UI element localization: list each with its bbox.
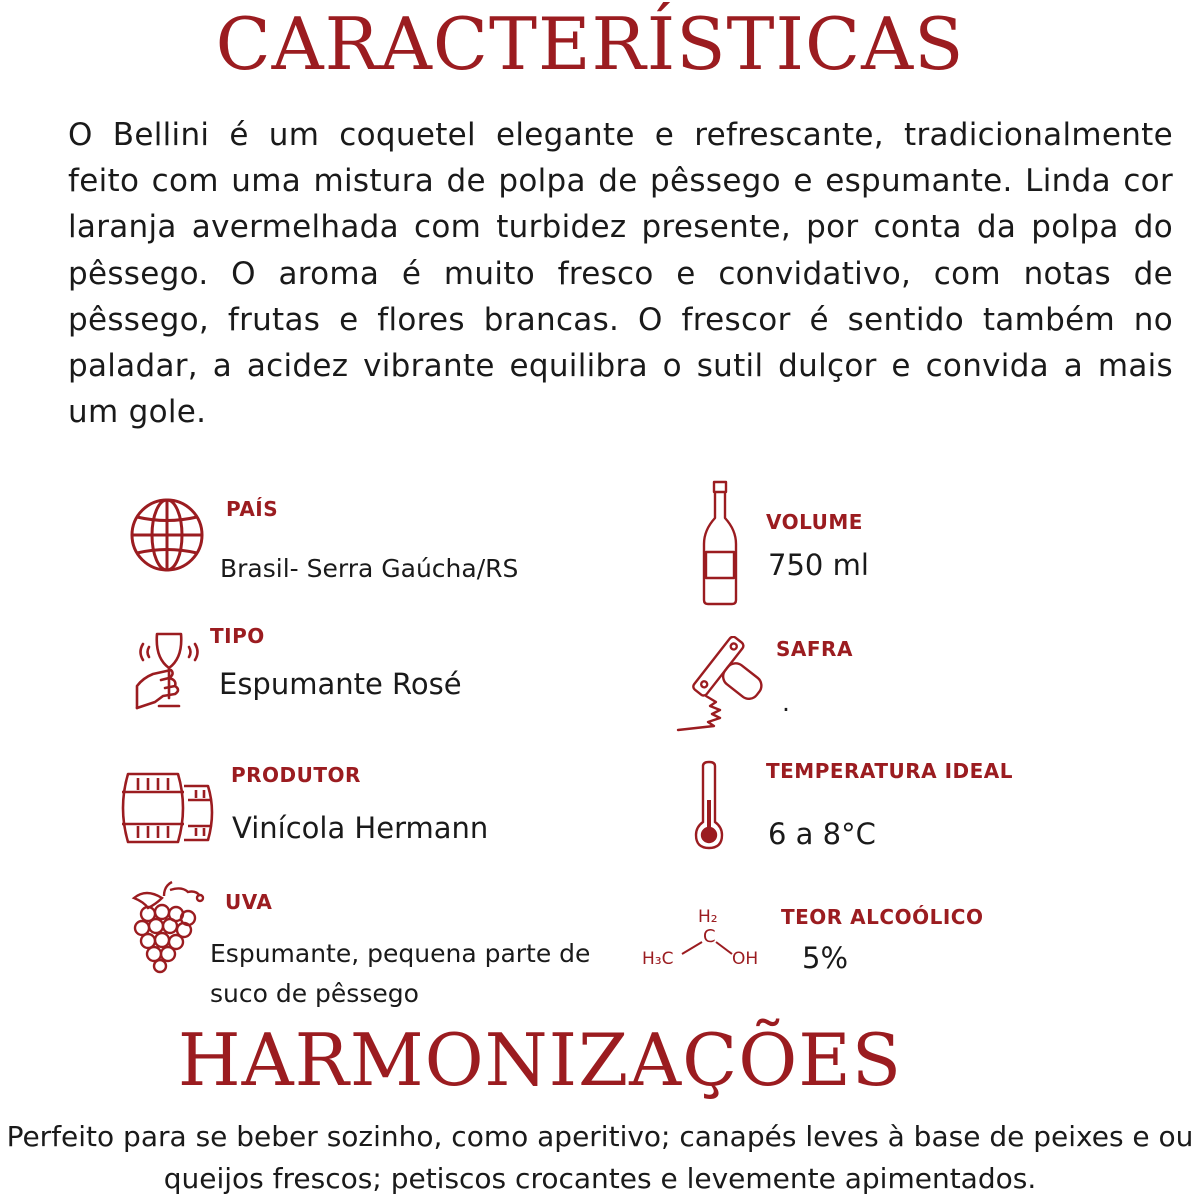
page-title: CARACTERÍSTICAS <box>215 2 965 86</box>
value-volume: 750 ml <box>768 548 869 582</box>
corkscrew-icon <box>672 636 770 732</box>
value-tipo: Espumante Rosé <box>219 667 462 701</box>
formula-h3c: H₃C <box>642 949 674 969</box>
bottle-icon <box>700 480 740 606</box>
description-paragraph: O Bellini é um coquetel elegante e refrescante, tradicionalmente feito com uma mistura de polpa de pêssego e espumante. Linda cor laranja avermelhada com turbidez presente, por conta da polpa do pêssego. O aroma é muito fresco e convidativo, com notas de pêssego, frutas e flores brancas. O frescor é sentido também no paladar, a acidez vibrante equilibra o sutil dulçor e convida a mais um gole. <box>68 117 1173 431</box>
value-temperatura: 6 a 8°C <box>768 817 876 851</box>
harmonization-title: HARMONIZAÇÕES <box>177 1018 903 1102</box>
label-pais: PAÍS <box>226 497 279 521</box>
label-teor: TEOR ALCOÓLICO <box>781 905 984 929</box>
grapes-icon <box>126 878 206 974</box>
label-produtor: PRODUTOR <box>231 763 361 787</box>
value-safra: . <box>782 688 790 717</box>
barrels-icon <box>118 768 218 848</box>
value-produtor: Vinícola Hermann <box>232 811 489 845</box>
label-volume: VOLUME <box>766 510 863 534</box>
globe-icon <box>128 496 206 574</box>
label-uva: UVA <box>225 890 273 914</box>
label-safra: SAFRA <box>776 637 853 661</box>
formula-h2: H₂ <box>698 907 718 927</box>
value-pais: Brasil- Serra Gaúcha/RS <box>220 554 519 583</box>
label-tipo: TIPO <box>210 624 265 648</box>
thermometer-icon <box>694 760 724 850</box>
label-temperatura: TEMPERATURA IDEAL <box>766 759 1014 783</box>
value-teor: 5% <box>802 941 849 975</box>
harmonization-paragraph: Perfeito para se beber sozinho, como aperitivo; canapés leves à base de peixes e ou queijos frescos; petiscos crocantes e levemente apimentados. <box>6 1120 1194 1195</box>
ethanol-icon <box>640 904 770 974</box>
formula-oh: OH <box>732 949 759 969</box>
wine-glass-hand-icon <box>133 628 205 712</box>
formula-c: C <box>703 926 716 947</box>
value-uva: Espumante, pequena parte de suco de pêssego <box>210 939 591 1008</box>
